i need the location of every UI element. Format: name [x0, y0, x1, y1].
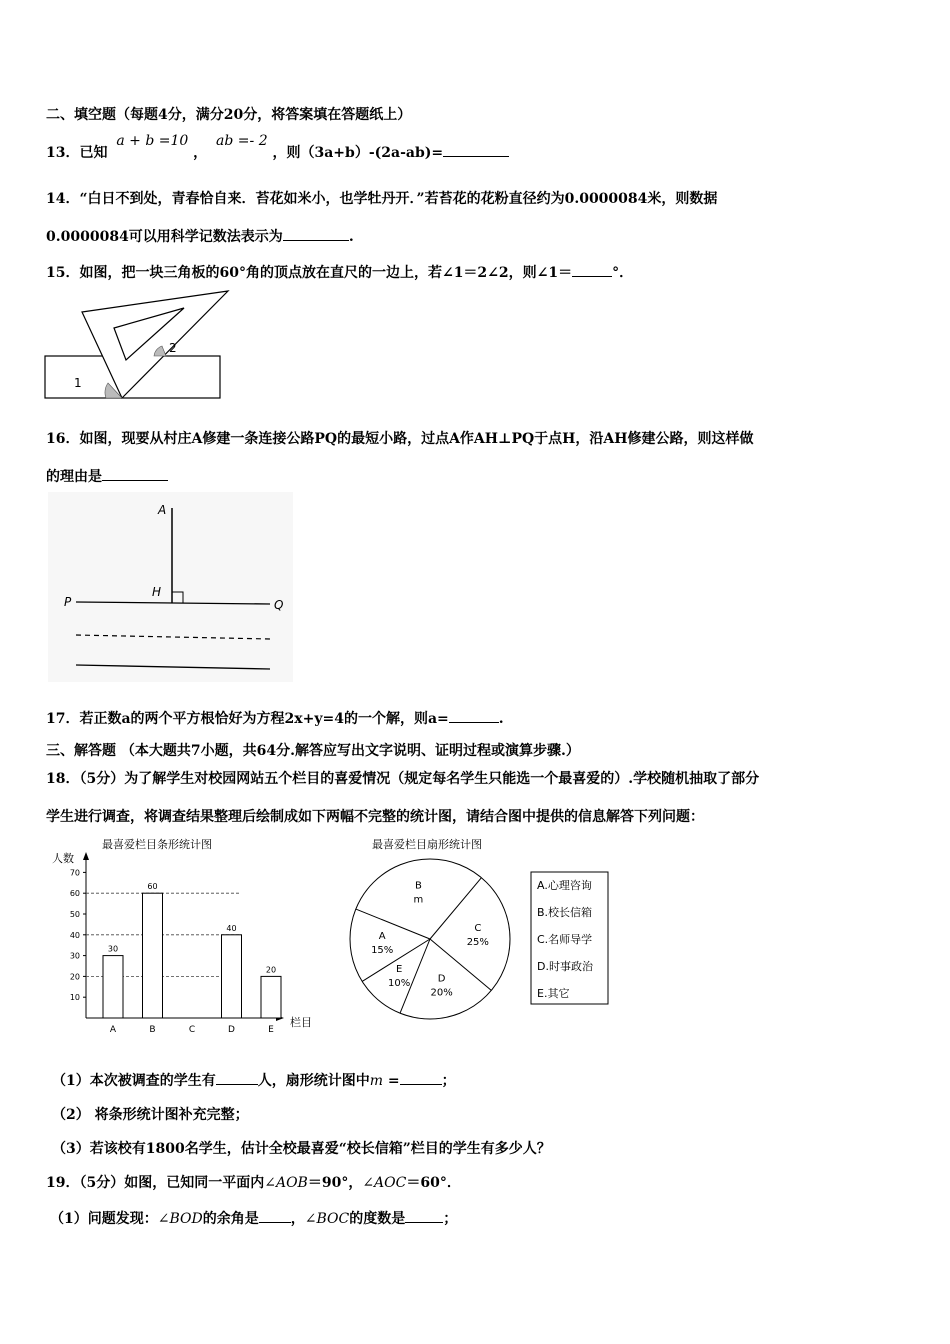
q19-angle-AOB: ∠AOB: [264, 1175, 308, 1191]
q19-angle-BOD: ∠BOD: [157, 1211, 203, 1227]
bar-y-tick-label: 40: [69, 930, 80, 940]
pie-legend-item: A.心理咨询: [537, 879, 592, 892]
q16-answer-blank[interactable]: [102, 466, 168, 481]
bar-A: [103, 956, 123, 1018]
question-15: [46, 262, 633, 282]
q19-angle-AOC: ∠AOC: [362, 1175, 407, 1191]
q18-sub1-text: （1）本次被调查的学生有: [52, 1073, 216, 1089]
bar-category-label-A: A: [109, 1025, 117, 1035]
q18-sub1-end: ；: [441, 1073, 456, 1089]
pie-chart: [340, 832, 625, 1032]
label-H: H: [152, 585, 162, 599]
bar-y-tick-label: 30: [69, 951, 80, 961]
q19-sub1-comma: ，: [290, 1211, 305, 1227]
bar-value-label-B: 60: [147, 882, 158, 892]
q18-sub1-eq: =: [383, 1073, 400, 1089]
q17-text: 17．若正数a的两个平方根恰好为方程2x+y=4的一个解，则a=: [46, 711, 449, 727]
bar-y-tick-label: 20: [69, 972, 80, 982]
section-3-title: 三、解答题 （本大题共7小题，共64分.解答应写出文字说明、证明过程或演算步骤.）: [46, 743, 580, 759]
q19-eq1: ＝90°，: [307, 1175, 363, 1191]
q19-angle-BOC: ∠BOC: [304, 1211, 350, 1227]
pie-slice-pct-E: 10%: [388, 977, 411, 989]
bar-category-label-C: C: [188, 1025, 196, 1035]
q17-answer-blank[interactable]: [449, 708, 499, 723]
bar-chart: [46, 832, 336, 1037]
bar-category-label-E: E: [268, 1025, 274, 1035]
q19-sub1-text2: 的余角是: [202, 1211, 259, 1227]
q18-sub1: [52, 1070, 456, 1090]
section-2-title: 二、填空题（每题4分，满分20分，将答案填在答题纸上）: [46, 107, 412, 123]
bar-y-tick-label: 50: [69, 910, 80, 919]
q19-eq2: ＝60°．: [406, 1175, 461, 1191]
question-16-line2: [46, 466, 168, 486]
q15-figure-ruler-triangle: [44, 286, 234, 401]
pie-slice-label-D: D: [437, 973, 446, 985]
triangle-board: [82, 291, 228, 398]
question-18-line2: 学生进行调查，将调查结果整理后绘制成如下两幅不完整的统计图，请结合图中提供的信息解答下列问题：: [46, 809, 704, 825]
q19-sub1-blank2[interactable]: [405, 1208, 443, 1223]
label-angle-2: 2: [169, 341, 177, 355]
bar-category-label-D: D: [228, 1025, 235, 1035]
q14-end: .: [348, 229, 354, 245]
pie-slice-label-E: E: [395, 963, 403, 975]
pie-legend-item: B.校长信箱: [537, 906, 593, 919]
q13-rest: ，则（3a+b）-(2a-ab)=: [272, 145, 444, 161]
bar-B: [143, 893, 163, 1018]
q15-text: 15．如图，把一块三角板的60°角的顶点放在直尺的一边上，若∠1＝2∠2，则∠1＝: [46, 265, 573, 281]
pie-slice-label-C: C: [474, 922, 482, 934]
q19-sub1-text: （1）问题发现：: [50, 1211, 158, 1227]
question-19: [46, 1172, 461, 1192]
q19-sub1: [50, 1208, 457, 1228]
label-P: P: [64, 595, 72, 609]
q19-text: 19．（5分）如图，已知同一平面内: [46, 1175, 265, 1191]
q15-answer-blank[interactable]: [572, 262, 612, 277]
question-16-line1: 16．如图，现要从村庄A修建一条连接公路PQ的最短小路，过点A作AH⊥PQ于点H，沿AH修建公路，则这样做: [46, 431, 754, 447]
pie-slice-label-B: B: [414, 880, 422, 892]
pie-legend-item: E.其它: [537, 987, 570, 1000]
figure-background: [48, 492, 293, 682]
question-13: [46, 133, 509, 162]
q18-sub3: （3）若该校有1800名学生，估计全校最喜爱“校长信箱”栏目的学生有多少人？: [52, 1141, 551, 1157]
question-18-line1: 18．（5分）为了解学生对校园网站五个栏目的喜爱情况（规定每名学生只能选一个最喜爱的）.学校随机抽取了部分: [46, 771, 760, 787]
bar-E: [261, 976, 281, 1018]
label-angle-1: 1: [74, 376, 82, 390]
q15-end: °．: [612, 265, 634, 281]
q19-sub1-end: ；: [443, 1211, 458, 1227]
q19-sub1-text3: 的度数是: [349, 1211, 406, 1227]
bar-value-label-E: 20: [265, 965, 277, 975]
q18-sub1-blank1[interactable]: [216, 1070, 258, 1085]
q14-answer-blank[interactable]: [283, 226, 349, 241]
question-17: [46, 708, 504, 728]
q13-answer-blank[interactable]: [443, 142, 509, 157]
q18-sub1-blank2[interactable]: [400, 1070, 442, 1085]
q18-sub1-m: m: [369, 1073, 384, 1089]
question-14-line1: 14．“白日不到处，青春恰自来．苔花如米小，也学牡丹开．”若苔花的花粉直径约为0.0000084米，则数据: [46, 191, 718, 207]
q16-text: 的理由是: [46, 469, 102, 485]
bar-y-tick-label: 70: [69, 868, 80, 878]
question-14-line2: [46, 226, 354, 246]
q18-sub2: （2） 将条形统计图补充完整；: [52, 1107, 249, 1123]
q16-figure-road: [48, 492, 293, 682]
pie-slice-label-A: A: [378, 931, 386, 943]
q13-eq2: ab =- 2: [216, 133, 268, 149]
bar-value-label-D: 40: [226, 923, 237, 933]
bar-chart-title: 最喜爱栏目条形统计图: [102, 838, 212, 851]
pie-slice-pct-D: 20%: [430, 987, 453, 999]
q18-sub1-text2: 人，扇形统计图中: [257, 1073, 370, 1089]
pie-chart-title: 最喜爱栏目扇形统计图: [372, 838, 482, 851]
q13-eq1: a + b =10: [116, 133, 189, 149]
label-A: A: [158, 503, 167, 517]
bar-value-label-A: 30: [107, 944, 119, 954]
pie-legend-item: C.名师导学: [537, 933, 593, 946]
label-Q: Q: [274, 598, 284, 612]
q19-sub1-blank1[interactable]: [259, 1208, 291, 1223]
q14-text: 0.0000084可以用科学记数法表示为: [46, 229, 283, 245]
bar-D: [222, 935, 242, 1018]
bar-y-axis-arrow: [83, 852, 89, 860]
bar-chart-ylabel: 人数: [52, 852, 74, 865]
bar-y-tick-label: 10: [69, 993, 80, 1003]
pie-legend-item: D.时事政治: [537, 960, 593, 973]
q13-comma: ，: [193, 145, 208, 161]
pie-slice-pct-B: m: [413, 894, 424, 906]
bar-category-label-B: B: [149, 1025, 156, 1035]
q17-end: .: [498, 711, 504, 727]
pie-slice-pct-A: 15%: [371, 945, 394, 957]
bar-y-tick-label: 60: [69, 889, 80, 899]
bar-chart-xlabel: 栏目: [290, 1016, 312, 1029]
q13-number: 13．已知: [46, 145, 108, 161]
pie-slice-pct-C: 25%: [466, 936, 489, 948]
